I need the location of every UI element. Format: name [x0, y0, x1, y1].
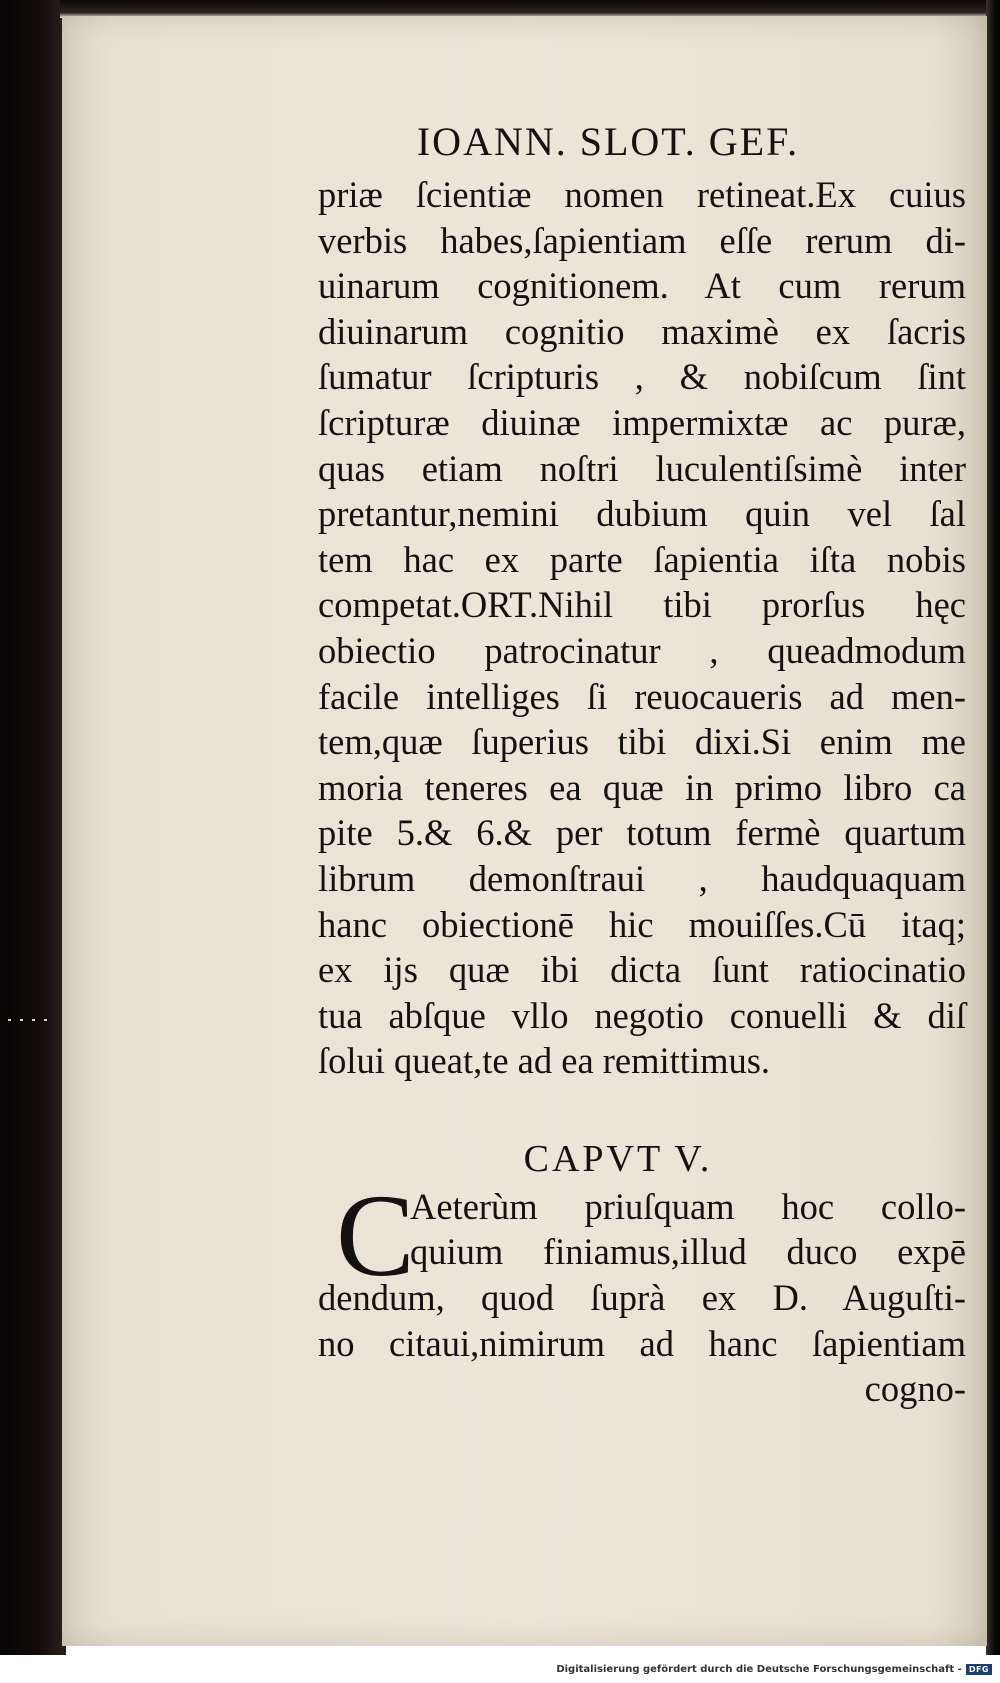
text-line: uinarum cognitionem. At cum rerum	[318, 265, 966, 307]
text-line: ſcripturæ diuinæ impermixtæ ac puræ,	[318, 401, 966, 443]
text-line: Aeterùm priuſquam hoc collo-	[410, 1185, 966, 1227]
text-line: quas etiam noſtri luculentiſsimè inter	[318, 447, 966, 489]
text-line: obiectio patrocinatur , queadmodum	[318, 629, 966, 671]
text-line: ſolui queat,te ad ea remittimus.	[318, 1040, 771, 1082]
text-line: competat.ORT.Nihil tibi prorſus hęc	[318, 584, 966, 626]
text-line: priæ ſcientiæ nomen retineat.Ex cuius	[318, 174, 966, 215]
text-line: pite 5.& 6.& per totum fermè quartum	[318, 812, 966, 854]
text-line: no citaui,nimirum ad hanc ſapientiam	[318, 1322, 966, 1364]
text-line: dendum, quod ſuprà ex D. Auguſti-	[318, 1277, 966, 1319]
right-page-edge	[986, 0, 1000, 1655]
running-head: IOANN. SLOT. GEF.	[416, 119, 800, 164]
text-line: verbis habes,ſapientiam eſſe rerum di-	[318, 219, 966, 261]
body-text	[318, 172, 968, 1084]
text-line: facile intelliges ſi reuocaueris ad men-	[318, 675, 966, 717]
book-binding	[0, 0, 66, 1655]
text-line: tem hac ex parte ſapientia iſta nobis	[318, 538, 966, 580]
text-line: hanc obiectionē hic mouiſſes.Cū itaq;	[318, 903, 966, 945]
binding-stitch	[8, 1019, 54, 1021]
digitization-credit	[556, 1664, 992, 1675]
text-line: tem,quæ ſuperius tibi dixi.Si enim me	[318, 721, 966, 763]
credit-text: Digitalisierung gefördert durch die Deutsche Forschungsgemeinschaft -	[556, 1664, 962, 1675]
text-line: quium finiamus,illud duco expē	[410, 1231, 966, 1273]
chapter-title: CAPVT V.	[523, 1137, 713, 1180]
text-line: librum demonſtraui , haudquaquam	[318, 857, 966, 899]
text-line: moria teneres ea quæ in primo libro ca	[318, 766, 966, 808]
text-line: ex ijs quæ ibi dicta ſunt ratiocinatio	[318, 949, 966, 991]
text-line: pretantur,nemini dubium quin vel ſal	[318, 493, 966, 535]
catchword: cogno-	[864, 1368, 966, 1410]
text-block	[318, 118, 968, 1412]
text-line: ſumatur ſcripturis , & nobiſcum ſint	[318, 356, 966, 398]
text-line: diuinarum cognitio maximè ex ſacris	[318, 310, 966, 352]
drop-cap-initial: C	[336, 1169, 415, 1301]
dfg-logo-icon: DFG	[966, 1664, 992, 1675]
text-line: tua abſque vllo negotio conuelli & diſ	[318, 994, 966, 1036]
